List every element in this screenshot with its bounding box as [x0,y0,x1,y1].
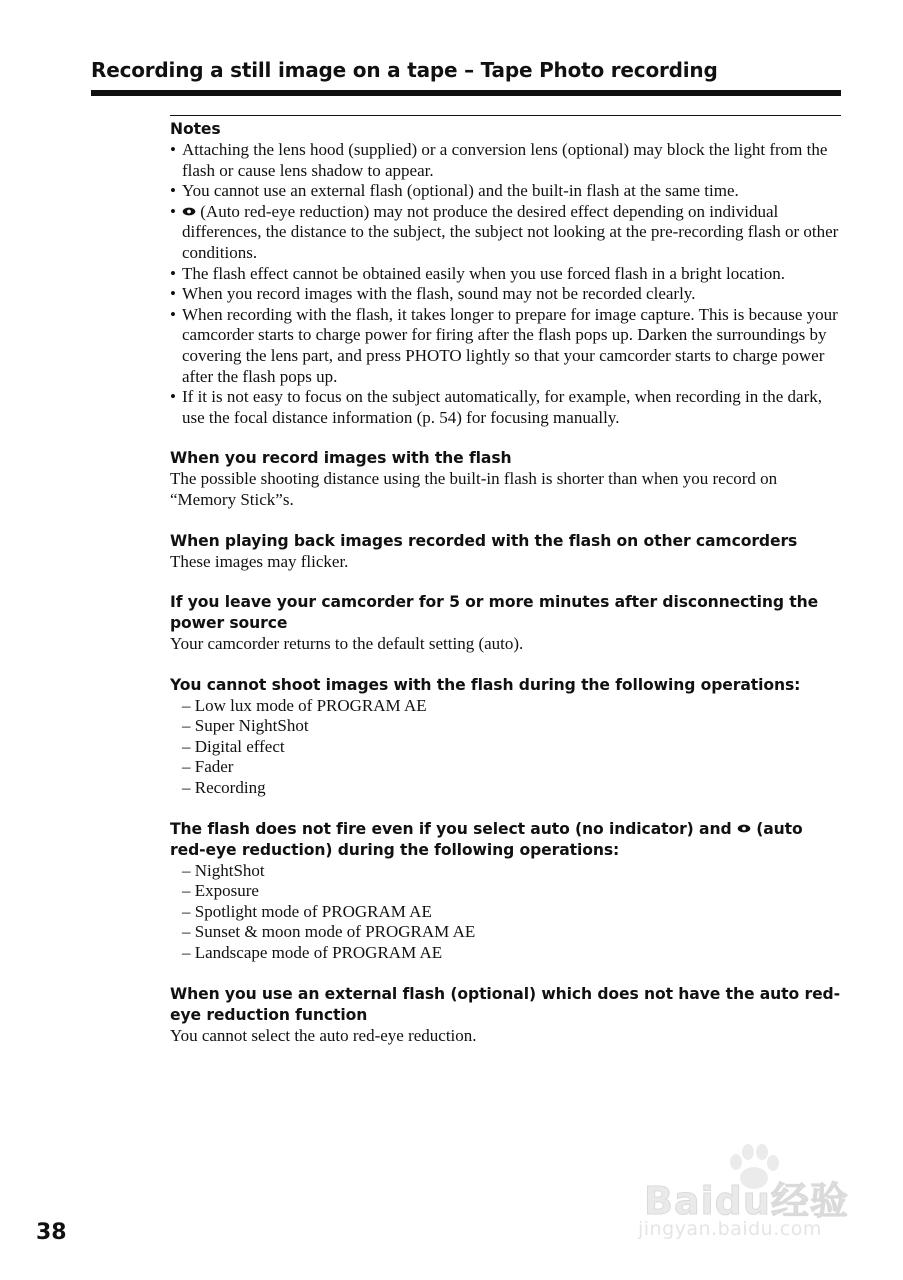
content-rule [170,115,841,116]
leave-section [170,592,841,655]
list-item: – Sunset & moon mode of PROGRAM AE [182,922,476,942]
list-item: – NightShot [182,860,265,880]
section-heading: You cannot shoot images with the flash during the following operations: [170,675,801,694]
watermark [636,1140,851,1245]
section-body: You cannot select the auto red-eye reduction. [170,1025,477,1045]
notes-heading: Notes [170,120,221,138]
section-heading: When you record images with the flash [170,449,512,468]
section-heading [170,819,841,861]
note-item: • When recording with the flash, it takes longer to prepare for image capture. This is because your camcorder starts to charge power for firing after the flash pops up. Darken the surroundings by covering the lens part, and press PHOTO lightly so that your camcorder starts to charge power after the flash pops up. [170,305,841,387]
section-body: Your camcorder returns to the default setting (auto). [170,634,524,654]
section-heading: When you use an external flash (optional) which does not have the auto red-eye reduction function [170,984,840,1024]
note-item: • If it is not easy to focus on the subject automatically, for example, when recording in the dark, use the focal distance information (p. 54) for focusing manually. [170,387,841,428]
list-item: – Digital effect [182,736,285,756]
watermark-url: jingyan.baidu.com [638,1218,822,1240]
operations-list [170,696,841,799]
external-flash-section [170,984,841,1047]
list-item: – Low lux mode of PROGRAM AE [182,695,427,715]
list-item: – Fader [182,757,234,777]
section-heading: If you leave your camcorder for 5 or more minutes after disconnecting the power source [170,593,819,633]
content-column [170,119,841,1046]
notes-list [170,140,841,428]
heading-part: (auto red-eye reduction) during the following operations: [170,819,803,859]
note-item-text: (Auto red-eye reduction) may not produce the desired effect depending on individual differences, the distance to the subject, the subject not looking at the pre-recording flash or other conditions. [182,201,839,262]
note-item: • Attaching the lens hood (supplied) or a conversion lens (optional) may block the light from the flash or cause lens shadow to appear. [170,140,841,181]
list-item: – Recording [182,778,266,798]
watermark-logo-text: Baidu经验 [644,1179,849,1223]
heading-part: The flash does not fire even if you select auto (no indicator) and [170,819,737,838]
list-item: – Spotlight mode of PROGRAM AE [182,901,432,921]
red-eye-icon [182,207,196,216]
playback-section [170,531,841,573]
section-heading: When playing back images recorded with the flash on other camcorders [170,531,798,550]
list-item: – Super NightShot [182,716,309,736]
notes-section [170,119,841,428]
flash-record-section [170,448,841,510]
section-body: These images may flicker. [170,551,349,571]
cannot-shoot-section [170,675,841,799]
list-item: – Exposure [182,881,259,901]
note-item [170,202,841,264]
page-title: Recording a still image on a tape – Tape Photo recording [91,58,718,82]
note-item: • The flash effect cannot be obtained easily when you use forced flash in a bright location. [170,264,841,285]
note-item: • When you record images with the flash, sound may not be recorded clearly. [170,284,841,305]
no-fire-section [170,819,841,964]
red-eye-icon [737,824,751,833]
operations-list [170,861,841,964]
section-body: The possible shooting distance using the built-in flash is shorter than when you record on “Memory Stick”s. [170,469,778,509]
note-item: • You cannot use an external flash (optional) and the built-in flash at the same time. [170,181,841,202]
header-rule [91,90,841,96]
list-item: – Landscape mode of PROGRAM AE [182,943,443,963]
page-number: 38 [36,1220,67,1245]
